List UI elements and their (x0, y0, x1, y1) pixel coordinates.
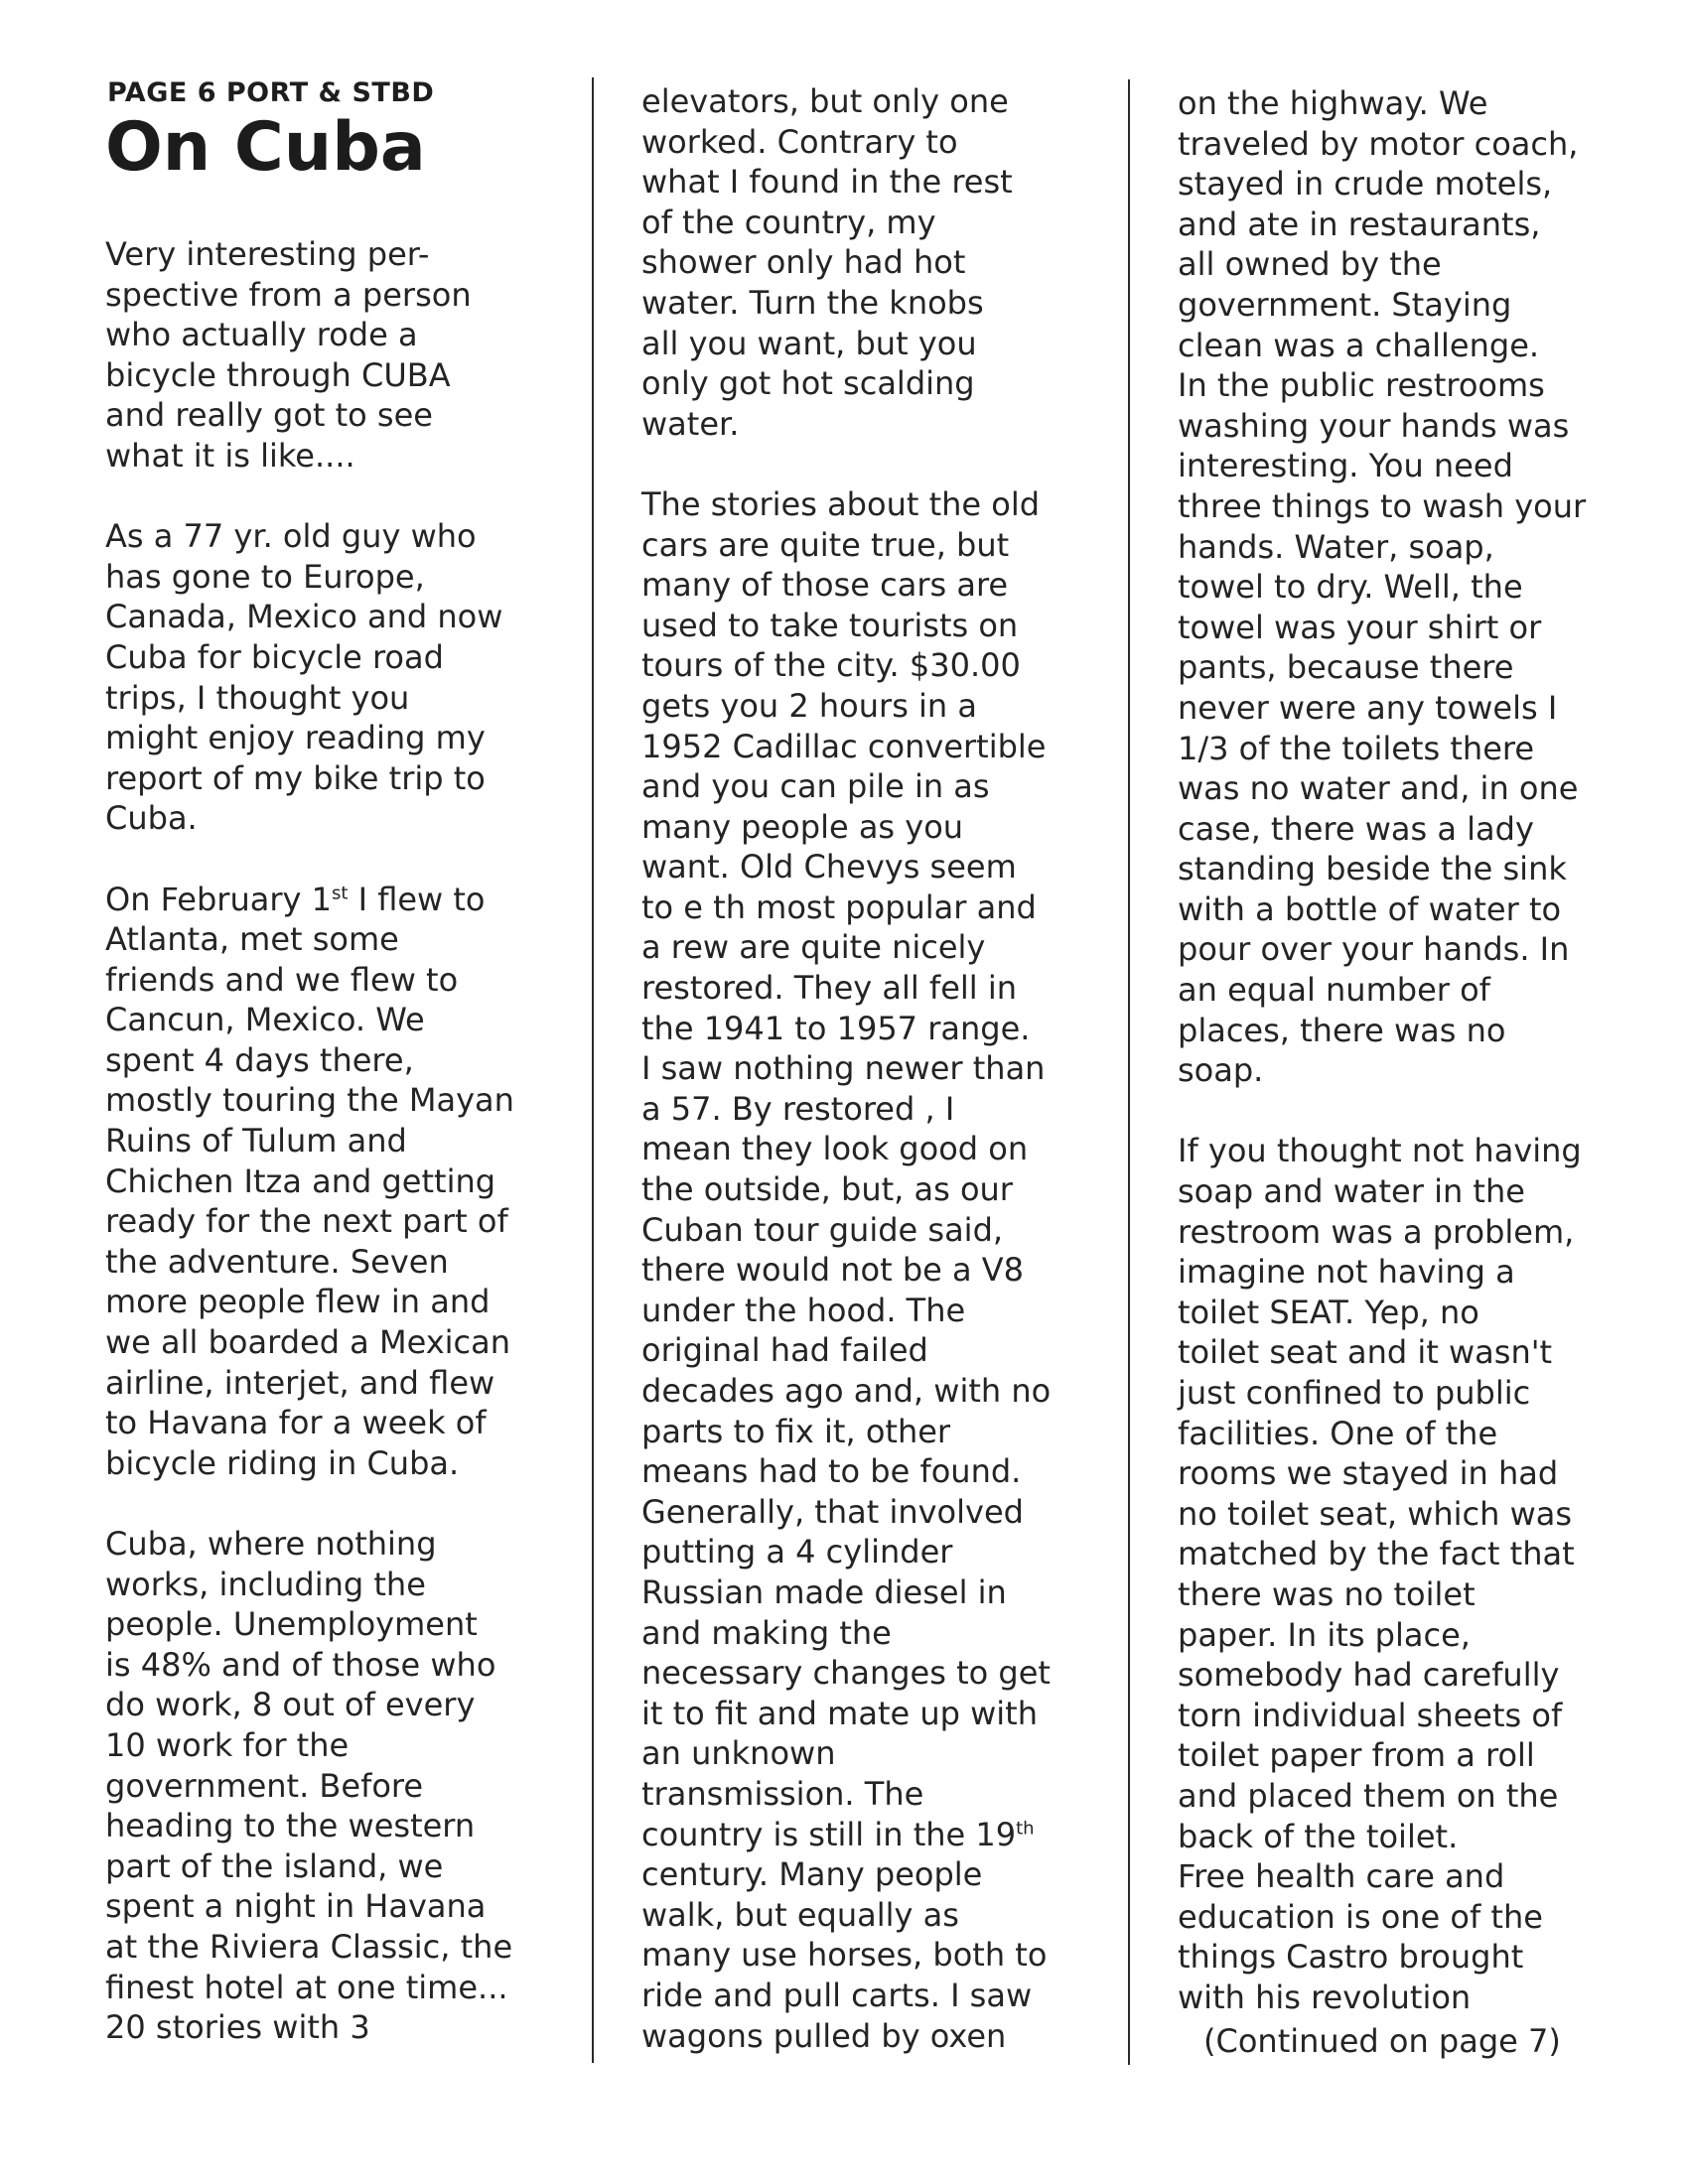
text-line: it to fit and mate up with (641, 1694, 1038, 1732)
text-line: was no water and, in one (1178, 769, 1579, 808)
text-line: stayed in crude motels, (1178, 165, 1553, 204)
article-paragraph (1178, 83, 1586, 1091)
text-line: traveled by motor coach, (1178, 124, 1579, 163)
text-line: imagine not having a (1178, 1253, 1515, 1292)
text-line: the 1941 to 1957 range. (641, 1009, 1031, 1047)
text-line: Cancun, Mexico. We (105, 1001, 425, 1039)
text-line: Very interesting per- (105, 235, 430, 273)
text-line: decades ago and, with no (641, 1372, 1052, 1410)
text-line: many people as you (641, 807, 964, 846)
text-line: necessary changes to get (641, 1654, 1051, 1693)
text-line: hands. Water, soap, (1178, 527, 1494, 566)
text-line: bicycle through CUBA (105, 355, 451, 394)
text-line: Chichen Itza and getting (105, 1161, 496, 1200)
text-line: has gone to Europe, (105, 557, 425, 596)
text-line: Cuba, where nothing (105, 1525, 437, 1563)
text-line: the adventure. Seven (105, 1242, 449, 1281)
text-line: with his revolution (1178, 1978, 1472, 2016)
text-line: Atlanta, met some (105, 920, 399, 959)
text-line: do work, 8 out of every (105, 1686, 476, 1724)
text-line: towel was your shirt or (1178, 608, 1542, 646)
text-line: restored. They all fell in (641, 969, 1017, 1008)
text-line: clean was a challenge. (1178, 326, 1540, 364)
text-line: Cuba. (105, 799, 198, 838)
text-line: friends and we flew to (105, 960, 459, 999)
text-line: with a bottle of water to (1178, 889, 1562, 928)
text-line: towel to dry. Well, the (1178, 568, 1523, 607)
article-paragraph (105, 880, 514, 1484)
text-line: report of my bike trip to (105, 758, 486, 797)
text-line: torn individual sheets of (1178, 1696, 1563, 1734)
text-line: who actually rode a (105, 316, 418, 354)
text-line: of the country, my (641, 203, 936, 241)
text-line: heading to the western (105, 1807, 476, 1845)
text-line: the outside, but, as our (641, 1170, 1013, 1209)
text-line: three things to wash your (1178, 486, 1587, 525)
text-line: As a 77 yr. old guy who (105, 517, 477, 556)
text-line: country is still in the 19th (641, 1815, 1035, 1853)
text-line: there was no toilet (1178, 1574, 1476, 1613)
text-line: on the highway. We (1178, 84, 1488, 122)
text-line: airline, interjet, and flew (105, 1363, 495, 1402)
text-line: tours of the city. $30.00 (641, 646, 1021, 685)
text-line: and ate in restaurants, (1178, 205, 1541, 243)
text-line: Cuban tour guide said, (641, 1210, 1004, 1249)
text-line: Ruins of Tulum and (105, 1122, 407, 1160)
text-line: all you want, but you (641, 324, 977, 362)
text-line: toilet seat and it wasn't (1178, 1333, 1553, 1372)
text-line: never were any towels I (1178, 688, 1558, 727)
text-line: ride and pull carts. I saw (641, 1976, 1033, 2014)
text-line: there would not be a V8 (641, 1251, 1025, 1290)
text-line: we all boarded a Mexican (105, 1323, 510, 1362)
text-line: under the hood. The (641, 1291, 966, 1329)
text-line: toilet paper from a roll (1178, 1736, 1535, 1775)
text-line: only got hot scalding (641, 364, 975, 403)
text-line: transmission. The (641, 1774, 924, 1813)
text-line: a rew are quite nicely (641, 928, 986, 967)
text-line: soap and water in the (1178, 1172, 1525, 1211)
text-line: all owned by the (1178, 245, 1442, 284)
text-line: Free health care and (1178, 1857, 1505, 1896)
text-line: and really got to see (105, 396, 433, 435)
text-line: case, there was a lady (1178, 809, 1534, 848)
article-column-3 (1178, 83, 1586, 2018)
text-line: worked. Contrary to (641, 122, 958, 161)
text-line: trips, I thought you (105, 678, 410, 717)
text-line: want. Old Chevys seem (641, 848, 1017, 887)
text-line: places, there was no (1178, 1011, 1506, 1049)
text-line: mean they look good on (641, 1130, 1029, 1168)
text-line: government. Staying (1178, 285, 1512, 324)
article-paragraph (105, 1524, 514, 2048)
text-line: part of the island, we (105, 1846, 444, 1885)
text-line: Generally, that involved (641, 1492, 1024, 1531)
text-line: In the public restrooms (1178, 366, 1545, 405)
text-line: original had failed (641, 1331, 928, 1370)
text-line: matched by the fact that (1178, 1535, 1575, 1573)
article-column-2 (641, 81, 1051, 2056)
text-line: works, including the (105, 1565, 426, 1603)
text-line: is 48% and of those who (105, 1645, 496, 1684)
text-line: rooms we stayed in had (1178, 1454, 1559, 1493)
text-line: toilet SEAT. Yep, no (1178, 1293, 1479, 1331)
text-line: ready for the next part of (105, 1202, 508, 1241)
text-line: bicycle riding in Cuba. (105, 1443, 460, 1482)
text-line: water. (641, 404, 740, 443)
text-line: On February 1st I flew to (105, 880, 486, 918)
text-line: and placed them on the (1178, 1776, 1559, 1815)
text-line: Cuba for bicycle road (105, 637, 444, 676)
text-line: If you thought not having (1178, 1132, 1582, 1170)
continued-notice: (Continued on page 7) (1203, 2022, 1561, 2060)
text-line: restroom was a problem, (1178, 1212, 1575, 1251)
text-line: at the Riviera Classic, the (105, 1927, 513, 1966)
text-line: elevators, but only one (641, 82, 1009, 120)
article-paragraph (641, 81, 1051, 444)
text-line: and you can pile in as (641, 767, 990, 806)
text-line: facilities. One of the (1178, 1414, 1498, 1452)
text-line: government. Before (105, 1766, 424, 1805)
text-line: gets you 2 hours in a (641, 686, 977, 725)
text-line: 1952 Cadillac convertible (641, 727, 1047, 765)
column-divider-2 (1128, 79, 1130, 2065)
text-line: a 57. By restored , I (641, 1089, 955, 1128)
text-line: back of the toilet. (1178, 1817, 1459, 1855)
text-line: soap. (1178, 1051, 1264, 1090)
text-line: used to take tourists on (641, 606, 1019, 644)
text-line: Russian made diesel in (641, 1572, 1007, 1611)
text-line: means had to be found. (641, 1452, 1022, 1491)
article-paragraph (105, 516, 514, 839)
text-line: spent a night in Havana (105, 1887, 487, 1926)
text-line: just confined to public (1178, 1374, 1531, 1412)
page-header-label: PAGE 6 PORT & STBD (107, 77, 435, 108)
text-line: to e th most popular and (641, 887, 1037, 926)
text-line: century. Many people (641, 1855, 983, 1894)
text-line: 20 stories with 3 (105, 2008, 370, 2047)
text-line: Canada, Mexico and now (105, 598, 503, 636)
text-line: putting a 4 cylinder (641, 1533, 953, 1571)
text-line: paper. In its place, (1178, 1615, 1471, 1654)
text-line: no toilet seat, which was (1178, 1494, 1573, 1533)
text-line: many use horses, both to (641, 1936, 1048, 1975)
article-paragraph (105, 234, 514, 477)
text-line: things Castro brought (1178, 1938, 1524, 1977)
text-line: and making the (641, 1613, 892, 1652)
text-line: somebody had carefully (1178, 1656, 1560, 1695)
text-line: finest hotel at one time... (105, 1968, 508, 2006)
text-line: 10 work for the (105, 1725, 350, 1764)
text-line: many of those cars are (641, 566, 1009, 605)
text-line: what I found in the rest (641, 163, 1013, 202)
text-line: standing beside the sink (1178, 850, 1567, 888)
text-line: education is one of the (1178, 1897, 1543, 1936)
text-line: what it is like.... (105, 436, 355, 475)
text-line: spective from a person (105, 275, 472, 314)
article-column-1 (105, 234, 514, 2048)
text-line: walk, but equally as (641, 1895, 959, 1934)
text-line: 1/3 of the toilets there (1178, 729, 1535, 767)
article-paragraph (1178, 1131, 1586, 2017)
text-line: might enjoy reading my (105, 719, 486, 757)
text-line: mostly touring the Mayan (105, 1081, 514, 1120)
text-line: washing your hands was (1178, 406, 1570, 445)
article-paragraph (641, 484, 1051, 2056)
text-line: interesting. You need (1178, 447, 1513, 485)
article-title: On Cuba (105, 108, 426, 187)
column-divider-1 (592, 77, 594, 2063)
text-line: wagons pulled by oxen (641, 2016, 1007, 2055)
text-line: I saw nothing newer than (641, 1049, 1046, 1088)
text-line: people. Unemployment (105, 1605, 478, 1644)
text-line: parts to fix it, other (641, 1412, 951, 1450)
text-line: pour over your hands. In (1178, 930, 1570, 969)
text-line: an equal number of (1178, 971, 1490, 1010)
text-line: pants, because there (1178, 648, 1514, 687)
text-line: cars are quite true, but (641, 525, 1010, 564)
text-line: spent 4 days there, (105, 1040, 414, 1079)
text-line: shower only had hot (641, 243, 966, 282)
text-line: water. Turn the knobs (641, 283, 984, 322)
text-line: The stories about the old (641, 484, 1041, 523)
text-line: more people flew in and (105, 1283, 491, 1321)
text-line: an unknown (641, 1734, 836, 1773)
text-line: to Havana for a week of (105, 1404, 487, 1442)
